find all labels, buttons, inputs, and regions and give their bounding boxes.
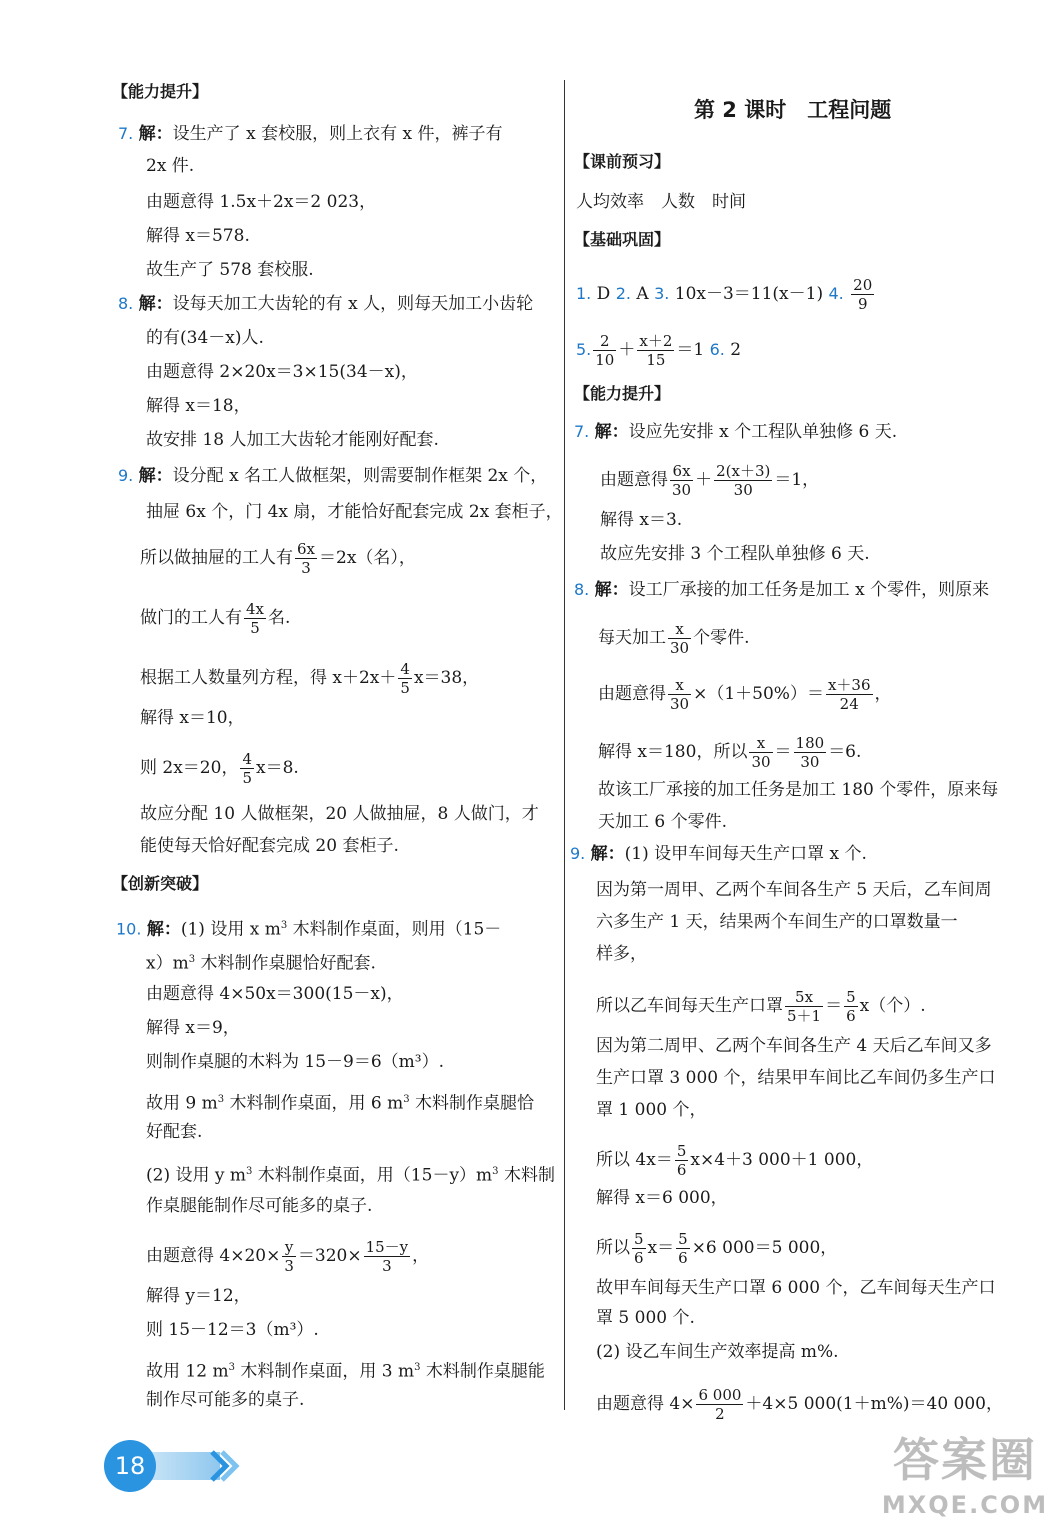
text-line: 作桌腿能制作尽可能多的桌子. xyxy=(146,1196,373,1216)
text-line: 2x 件. xyxy=(146,156,195,176)
answer-line: 1. D 2. A 3. 10x－3＝11(x－1) 4. $\frac{20}{9}$ xyxy=(576,276,873,313)
fraction: $\frac{20}{9}$ xyxy=(853,276,873,313)
text-line: 解得 x＝10， xyxy=(140,708,245,728)
text-line: 罩 1 000 个， xyxy=(596,1100,707,1120)
text-line: 解得 x＝180，所以 $\frac{x}{30}$ ＝ $\frac{180}{30}$ ＝6. xyxy=(598,734,862,771)
text-line: 能使每天恰好配套完成 20 套柜子. xyxy=(140,836,399,856)
text-line: 故用 9 $m^3$ 木料制作桌面，用 6 $m^3$ 木料制作桌腿恰 xyxy=(146,1093,535,1114)
text-line: 所以乙车间每天生产口罩 $\frac{5x}{5+1}$ ＝ $\frac{5}{6}$ x（个）. xyxy=(596,988,926,1025)
fraction: $\frac{x+2}{15}$ xyxy=(639,332,673,369)
text-line: 所以 $\frac{5}{6}$ x＝ $\frac{5}{6}$ ×6 000＝5 000， xyxy=(596,1230,838,1267)
fraction: $\frac{180}{30}$ xyxy=(795,734,825,771)
fraction: $\frac{5x}{5+1}$ xyxy=(787,988,822,1025)
column-divider xyxy=(564,80,565,1410)
text-line: 根据工人数量列方程，得 x＋2x＋ $\frac{4}{5}$ x＝38， xyxy=(140,660,480,697)
text-line: 故生产了 578 套校服. xyxy=(146,260,314,280)
text-line: 则 15－12＝3（m³）. xyxy=(146,1320,319,1340)
text-line: 制作尽可能多的桌子. xyxy=(146,1390,305,1410)
fraction: $\frac{15-y}{3}$ xyxy=(365,1238,409,1275)
section-heading: 【课前预习】 xyxy=(574,152,671,171)
text-line: 由题意得 $\frac{6x}{30}$ ＋ $\frac{2(x+3)}{30}$ ＝1， xyxy=(600,462,820,499)
text-line: 六多生产 1 天，结果两个车间生产的口罩数量一 xyxy=(596,912,958,932)
question-7-line-1: 7. 解：设应先安排 x 个工程队单独修 6 天. xyxy=(574,422,898,442)
fraction: $\frac{6x}{3}$ xyxy=(297,540,316,577)
section-heading: 【能力提升】 xyxy=(574,384,671,403)
text-line: 好配套. xyxy=(146,1122,203,1142)
fraction: $\frac{6 000}{2}$ xyxy=(698,1386,742,1423)
text-line: 生产口罩 3 000 个，结果甲车间比乙车间仍多生产口 xyxy=(596,1068,996,1088)
answer-line: 人均效率 人数 时间 xyxy=(576,192,746,212)
question-number: 7. xyxy=(118,124,134,143)
text-line: 由题意得 2×20x＝3×15(34－x)， xyxy=(146,362,418,382)
fraction: $\frac{5}{6}$ xyxy=(678,1230,688,1267)
text-line: 由题意得 4× $\frac{6 000}{2}$ ＋4×5 000(1＋m%)＝40 000， xyxy=(596,1386,1003,1423)
fraction: $\frac{5}{6}$ xyxy=(676,1142,687,1179)
question-9-line-1: 9. 解：(1) 设甲车间每天生产口罩 x 个. xyxy=(570,844,867,864)
question-8-line-1: 8. 解：设工厂承接的加工任务是加工 x 个零件，则原来 xyxy=(574,580,990,600)
text-line: 解得 x＝6 000， xyxy=(596,1188,728,1208)
text-line: 所以 4x＝ $\frac{5}{6}$ x×4＋3 000＋1 000， xyxy=(596,1142,874,1179)
text-line: 因为第一周甲、乙两个车间各生产 5 天后，乙车间周 xyxy=(596,880,992,900)
fraction: $\frac{2}{10}$ xyxy=(595,332,615,369)
text-line: 的有(34－x)人. xyxy=(146,328,264,348)
watermark-logo: 答案圈 MXQE.COM xyxy=(881,1433,1049,1519)
text-line: 每天加工 $\frac{x}{30}$ 个零件. xyxy=(598,620,750,657)
chevron-right-icon xyxy=(206,1448,242,1484)
answer-line: 5. $\frac{2}{10}$ ＋ $\frac{x+2}{15}$ ＝1 6. 2 xyxy=(576,332,742,369)
section-heading: 【基础巩固】 xyxy=(574,230,671,249)
text-line: 解得 y＝12， xyxy=(146,1286,251,1306)
question-7-line-1: 7. 解：设生产了 x 套校服，则上衣有 x 件，裤子有 xyxy=(118,124,503,144)
text-line: 由题意得 $\frac{x}{30}$ ×（1＋50%）＝ $\frac{x+36}{24}$ ， xyxy=(598,676,892,713)
text-line: 故应先安排 3 个工程队单独修 6 天. xyxy=(600,544,870,564)
text-line: 做门的工人有 $\frac{4x}{5}$ 名. xyxy=(140,600,291,637)
text-line: 抽屉 6x 个，门 4x 扇，才能恰好配套完成 2x 套柜子， xyxy=(146,502,563,522)
section-heading: 【能力提升】 xyxy=(112,82,209,101)
text-line: 解得 x＝578. xyxy=(146,226,250,246)
solution-label: 解： xyxy=(138,124,173,144)
fraction: $\frac{4x}{5}$ xyxy=(246,600,265,637)
text-line: 解得 x＝18， xyxy=(146,396,251,416)
fraction: $\frac{5}{6}$ xyxy=(846,988,856,1025)
fraction: $\frac{y}{3}$ xyxy=(284,1238,294,1275)
section-heading: 【创新突破】 xyxy=(112,874,209,893)
lesson-title: 第 2 课时 工程问题 xyxy=(694,98,892,122)
text-line: 故应分配 10 人做框架，20 人做抽屉，8 人做门，才 xyxy=(140,804,539,824)
fraction: $\frac{4}{5}$ xyxy=(242,750,252,787)
text-line: 由题意得 1.5x＋2x＝2 023， xyxy=(146,192,377,212)
fraction: $\frac{x}{30}$ xyxy=(670,620,690,657)
text-line: 因为第二周甲、乙两个车间各生产 4 天后乙车间又多 xyxy=(596,1036,992,1056)
fraction: $\frac{x+36}{24}$ xyxy=(827,676,871,713)
text-line: 故该工厂承接的加工任务是加工 180 个零件，原来每 xyxy=(598,780,999,800)
text-line: 故用 12 $m^3$ 木料制作桌面，用 3 $m^3$ 木料制作桌腿能 xyxy=(146,1361,545,1382)
text-line: 由题意得 4×20× $\frac{y}{3}$ ＝320× $\frac{15-y}{3}$ ， xyxy=(146,1238,430,1275)
text-line: 天加工 6 个零件. xyxy=(598,812,728,832)
question-10-line-1: 10. 解：(1) 设用 x $m^3$ 木料制作桌面，则用（15－ xyxy=(116,919,502,940)
text-line: (2) 设用 y $m^3$ 木料制作桌面，用$(15-y)m^3$ 木料制 xyxy=(146,1165,555,1186)
text-line: 则 2x＝20， $\frac{4}{5}$ x＝8. xyxy=(140,750,299,787)
fraction: $\frac{6x}{30}$ xyxy=(672,462,692,499)
fraction: $\frac{x}{30}$ xyxy=(751,734,771,771)
text-line: $x)m^3$ 木料制作桌腿恰好配套. xyxy=(146,953,376,974)
question-9-line-1: 9. 解：设分配 x 名工人做框架，则需要制作框架 2x 个， xyxy=(118,466,548,486)
text-line: 则制作桌腿的木料为 15－9＝6（m³）. xyxy=(146,1052,445,1072)
page-number: 18 xyxy=(104,1440,156,1492)
text-line: 解得 x＝3. xyxy=(600,510,683,530)
fraction: $\frac{4}{5}$ xyxy=(400,660,410,697)
text-line: 故甲车间每天生产口罩 6 000 个，乙车间每天生产口 xyxy=(596,1278,996,1298)
text-line: (2) 设乙车间生产效率提高 m%. xyxy=(596,1342,839,1362)
fraction: $\frac{5}{6}$ xyxy=(634,1230,644,1267)
text-line: 所以做抽屉的工人有 $\frac{6x}{3}$ ＝2x（名）， xyxy=(140,540,416,577)
question-8-line-1: 8. 解：设每天加工大齿轮的有 x 人，则每天加工小齿轮 xyxy=(118,294,534,314)
text-line: 样多， xyxy=(596,944,647,964)
fraction: $\frac{2(x+3)}{30}$ xyxy=(716,462,771,499)
text-line: 解得 x＝9， xyxy=(146,1018,240,1038)
fraction: $\frac{x}{30}$ xyxy=(670,676,690,713)
text-line: 罩 5 000 个. xyxy=(596,1308,695,1328)
text-line: 故安排 18 人加工大齿轮才能刚好配套. xyxy=(146,430,439,450)
text-line: 由题意得 4×50x＝300(15－x)， xyxy=(146,984,404,1004)
